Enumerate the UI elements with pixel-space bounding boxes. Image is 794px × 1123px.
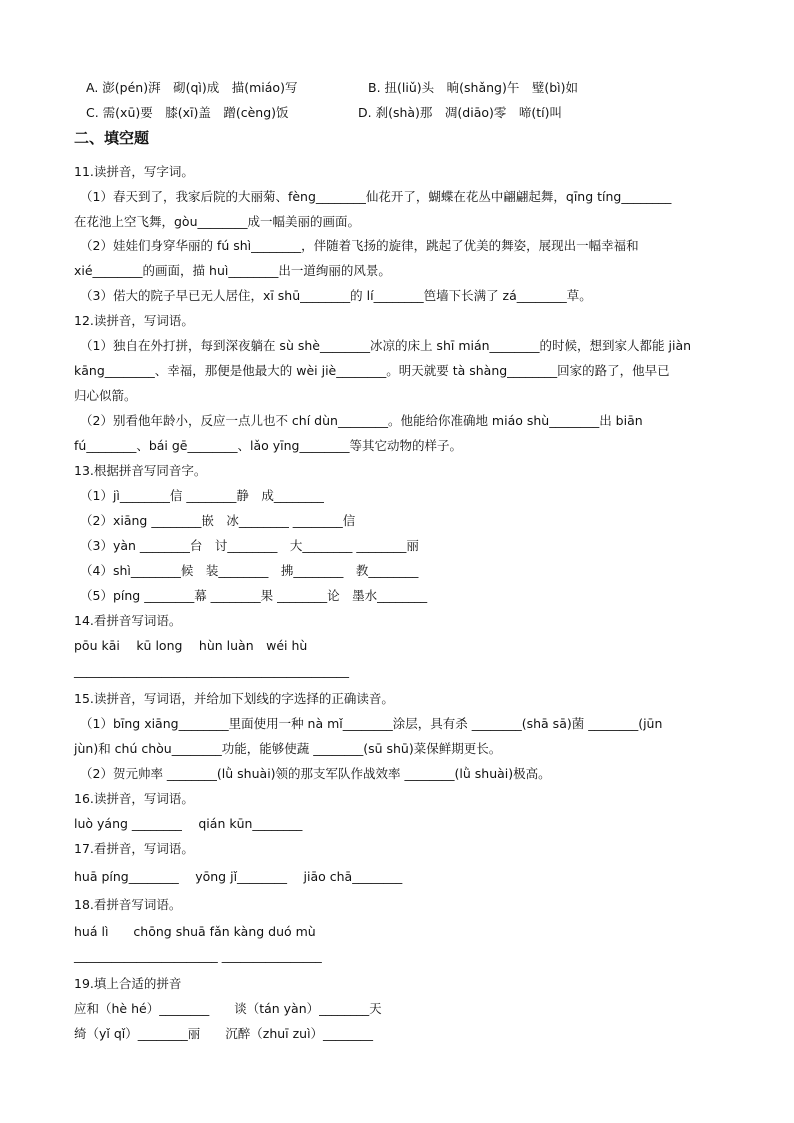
question-line: （4）shì________候 装________ 拂________ 教________ bbox=[80, 563, 419, 578]
question-line: xié________的画面，描 huì________出一道绚丽的风景。 bbox=[74, 263, 391, 278]
question-title: 11.读拼音，写字词。 bbox=[74, 164, 194, 179]
question-line: （1）独自在外打拼，每到深夜躺在 sù shè________冰凉的床上 shī mián________的时候，想到家人都能 jiàn bbox=[80, 338, 692, 353]
question-line: 归心似箭。 bbox=[74, 388, 137, 403]
question-line: （2）xiāng ________嵌 冰________ ________信 bbox=[80, 513, 356, 528]
question-line: 绮（yǐ qǐ）________丽 沉醉（zhuī zuì）________ bbox=[74, 1026, 374, 1041]
question-line: （3）yàn ________台 讨________ 大________ ________丽 bbox=[80, 538, 419, 553]
section-heading: 二、填空题 bbox=[74, 129, 150, 147]
question-line: 在花池上空飞舞，gòu________成一幅美丽的画面。 bbox=[74, 214, 361, 229]
pinyin-line: pōu kāi kū long hùn luàn wéi hù bbox=[74, 638, 308, 653]
question-line: jùn)和 chú chòu________功能，能够使蔬 ________(sū shū)菜保鲜期更长。 bbox=[74, 741, 502, 756]
question-line: fú________、bái gē________、lǎo yīng________等其它动物的样子。 bbox=[74, 438, 462, 453]
question-title: 14.看拼音写词语。 bbox=[74, 613, 182, 628]
question-line: （5）píng ________幕 ________果 ________论 墨水________ bbox=[80, 588, 428, 603]
question-line: （1）bīng xiāng________里面使用一种 nà mǐ________涂层，具有杀 ________(shā sā)菌 ________(jūn bbox=[80, 716, 663, 731]
answer-blanks: ____________________________________________ bbox=[74, 663, 349, 678]
option-d: D. 刹(shà)那 凋(diāo)零 啼(tí)叫 bbox=[358, 105, 563, 120]
question-line: （2）贺元帅率 ________(lǜ shuài)领的那支军队作战效率 ________(lǜ shuài)极高。 bbox=[80, 766, 551, 781]
question-title: 18.看拼音写词语。 bbox=[74, 897, 182, 912]
question-line: （1）jì________信 ________静 成________ bbox=[80, 488, 324, 503]
question-line: luò yáng ________ qián kūn________ bbox=[74, 816, 303, 831]
question-title: 16.读拼音，写词语。 bbox=[74, 791, 194, 806]
question-title: 15.读拼音，写词语，并给加下划线的字选择的正确读音。 bbox=[74, 691, 394, 706]
question-title: 13.根据拼音写同音字。 bbox=[74, 463, 207, 478]
answer-blanks: _______________________ ________________ bbox=[74, 948, 322, 963]
option-a: A. 澎(pén)湃 砌(qì)成 描(miáo)写 bbox=[86, 80, 298, 95]
question-title: 17.看拼音，写词语。 bbox=[74, 841, 194, 856]
question-line: kāng________、幸福，那便是他最大的 wèi jiè________。明天就要 tà shàng________回家的路了，他早已 bbox=[74, 363, 670, 378]
pinyin-line: huá lì chōng shuā fǎn kàng duó mù bbox=[74, 924, 316, 939]
question-title: 19.填上合适的拼音 bbox=[74, 976, 182, 991]
question-line: （3）偌大的院子早已无人居住，xī shū________的 lí________笆墙下长满了 zá________草。 bbox=[80, 288, 592, 303]
question-line: （1）春天到了，我家后院的大丽菊、fèng________仙花开了，蝴蝶在花丛中翩翩起舞，qīng tíng________ bbox=[80, 189, 672, 204]
question-line: huā píng________ yōng jǐ________ jiāo chā________ bbox=[74, 869, 403, 884]
option-b: B. 扭(liǔ)头 晌(shǎng)午 璧(bì)如 bbox=[368, 80, 579, 95]
question-title: 12.读拼音，写词语。 bbox=[74, 313, 194, 328]
option-c: C. 需(xū)要 膝(xī)盖 蹭(cèng)饭 bbox=[86, 105, 289, 120]
question-line: 应和（hè hé）________ 谈（tán yàn）________天 bbox=[74, 1001, 382, 1016]
question-line: （2）别看他年龄小，反应一点儿也不 chí dùn________。他能给你准确地 miáo shù________出 biān bbox=[80, 413, 643, 428]
question-line: （2）娃娃们身穿华丽的 fú shì________，伴随着飞扬的旋律，跳起了优美的舞姿，展现出一幅幸福和 bbox=[80, 238, 639, 253]
